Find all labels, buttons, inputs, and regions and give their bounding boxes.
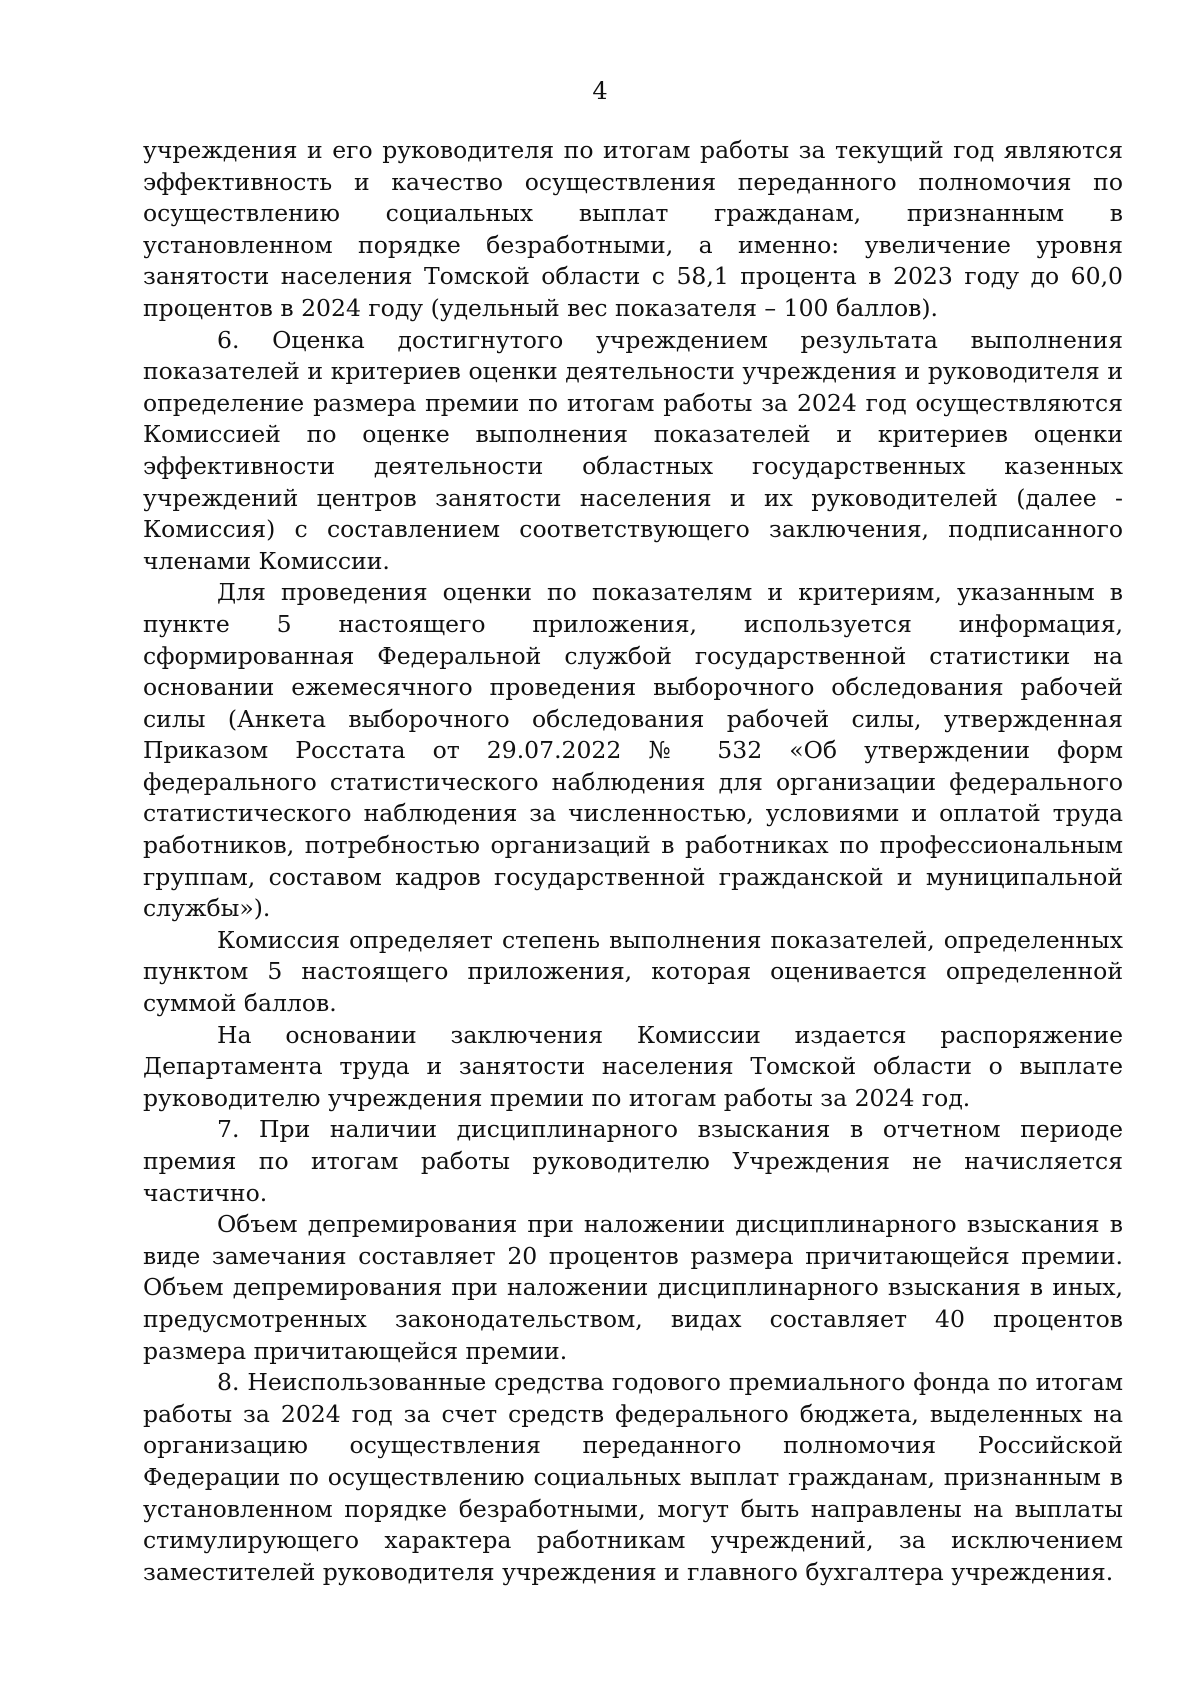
paragraph-bonus-reduction: Объем депремирования при наложении дисциплинарного взыскания в виде замечания составляет 20 процентов размера причитающейся премии. Объем депремирования при наложении дисциплинарного взыскания в иных, предусмотренных законодательством, видах составляет 40 процентов размера причитающейся премии. <box>143 1210 1123 1365</box>
paragraph-department-order: На основании заключения Комиссии издается распоряжение Департамента труда и занятости населения Томской области о выплате руководителю учреждения премии по итогам работы за 2024 год. <box>143 1020 1123 1112</box>
paragraph-item-8: 8. Неиспользованные средства годового премиального фонда по итогам работы за 2024 год за счет средств федерального бюджета, выделенных на организацию осуществления переданного полномочия Российской Федерации по осуществлению социальных выплат гражданам, признанным в установленном порядке безработными, могут быть направлены на выплаты стимулирующего характера работникам учреждений, за исключением заместителей руководителя учреждения и главного бухгалтера учреждения. <box>143 1368 1123 1586</box>
paragraph-commission-assessment: Комиссия определяет степень выполнения показателей, определенных пунктом 5 настоящего приложения, которая оценивается определенной суммой баллов. <box>143 925 1123 1018</box>
paragraph-item-7: 7. При наличии дисциплинарного взыскания в отчетном периоде премия по итогам работы руководителю Учреждения не начисляется частично. <box>143 1115 1123 1207</box>
paragraph-item-6: 6. Оценка достигнутого учреждением результата выполнения показателей и критериев оценки деятельности учреждения и руководителя и определение размера премии по итогам работы за 2024 год осуществляются Комиссией по оценке выполнения показателей и критериев оценки эффективности деятельности областных государственных казенных учреждений центров занятости населения и их руководителей (далее - Комиссия) с составлением соответствующего заключения, подписанного членами Комиссии. <box>143 325 1123 575</box>
paragraph-criteria-continuation: учреждения и его руководителя по итогам работы за текущий год являются эффективность и качество осуществления переданного полномочия по осуществлению социальных выплат гражданам, признанным в установленном порядке безработными, а именно: увеличение уровня занятости населения Томской области с 58,1 процента в 2023 году до 60,0 процентов в 2024 году (удельный вес показателя – 100 баллов). <box>143 136 1123 322</box>
document-body <box>143 135 1123 1588</box>
page-number: 4 <box>592 77 608 105</box>
paragraph-statistics-source: Для проведения оценки по показателям и критериям, указанным в пункте 5 настоящего приложения, используется информация, сформированная Федеральной службой государственной статистики на основании ежемесячного проведения выборочного обследования рабочей силы (Анкета выборочного обследования рабочей силы, утвержденная Приказом Росстата от 29.07.2022 № 532 «Об утверждении форм федерального статистического наблюдения для организации федерального статистического наблюдения за численностью, условиями и оплатой труда работников, потребностью организаций в работниках по профессиональным группам, составом кадров государственной гражданской и муниципальной службы»). <box>143 578 1123 923</box>
